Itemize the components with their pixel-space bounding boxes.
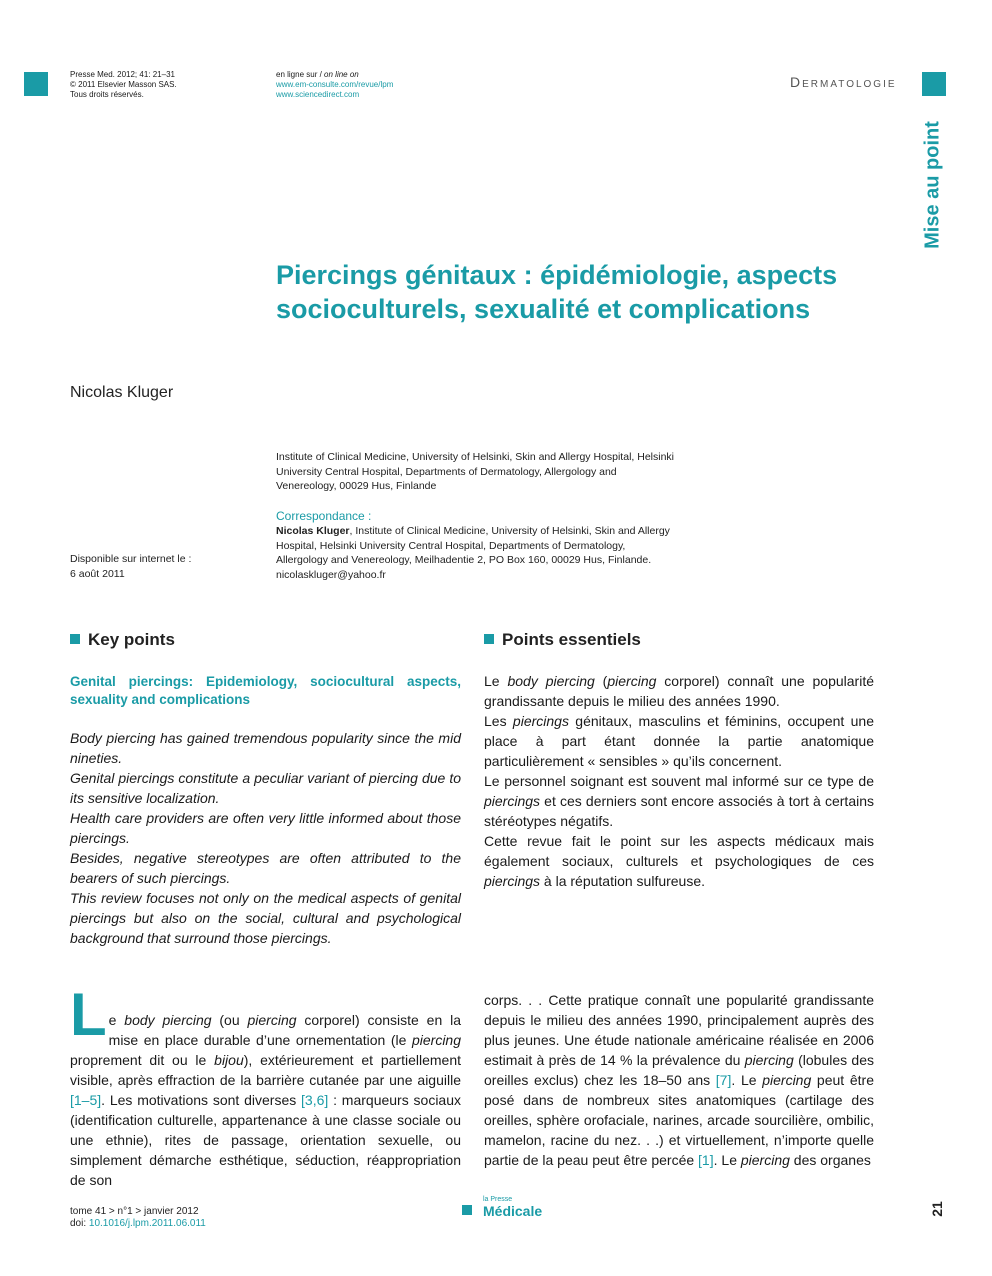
- online-label: en ligne sur / on line on: [276, 70, 359, 79]
- correspondence-address: Nicolas Kluger, Institute of Clinical Medicine, University of Helsinki, Skin and Allergy Hospital, Helsinki University Central Hospital, Departments of Dermatology, Allergology and Venereology, Meilhadentie 2, PO Box 160, 00029 Hus, Finlande. nicolaskluger@yahoo.fr: [276, 524, 716, 582]
- key-points-heading: Key points: [70, 630, 175, 650]
- key-points-text: Body piercing has gained tremendous popularity since the mid nineties. Genital piercings constitute a peculiar variant of piercing due to its sensitive localization. Health care providers are often very little informed about those piercings. Besides, negative stereotypes are often attributed to the bearers of such piercings. This review focuses not only on the medical aspects of genital piercings but also on the social, cultural and psychological background that surround those piercings.: [70, 730, 461, 946]
- footer-issue: tome 41 > n°1 > janvier 2012 doi: 10.1016/j.lpm.2011.06.011: [70, 1206, 206, 1229]
- affiliation: Institute of Clinical Medicine, University of Helsinki, Skin and Allergy Hospital, Helsinki University Central Hospital, Departments of Dermatology, Allergology and Venereology, 00029 Hus, Finlande: [276, 451, 674, 492]
- points-essentiels-text: Le body piercing (piercing corporel) connaît une popularité grandissante depuis le milieu des années 1990. Les piercings génitaux, masculins et féminins, occupent une place à part étant donnée la partie anatomique particulièrement « sensibles » qu’ils concernent. Le personnel soignant est souvent mal informé sur ce type de piercings et ces derniers sont encore associés à tort à certains stéréotypes négatifs. Cette revue fait le point sur les aspects médicaux mais également sociaux, culturels et psychologiques de ces piercings à la réputation sulfureuse.: [484, 673, 875, 889]
- dropcap: L: [70, 981, 107, 1048]
- url-emconsulte[interactable]: www.em-consulte.com/revue/lpm: [276, 80, 394, 89]
- corner-square-left: [24, 72, 48, 96]
- reference-link[interactable]: [7]: [715, 1072, 732, 1088]
- citation-block: [70, 70, 177, 100]
- points-essentiels-heading: Points essentiels: [484, 630, 641, 650]
- corner-square-right: [922, 72, 946, 96]
- author-name: Nicolas Kluger: [70, 384, 174, 401]
- citation-line: Tous droits réservés.: [70, 90, 144, 99]
- online-block: [276, 70, 393, 100]
- reference-link[interactable]: [1]: [698, 1152, 714, 1168]
- journal-logo: la Presse Médicale: [483, 1196, 543, 1219]
- reference-link[interactable]: [1–5]: [70, 1092, 102, 1108]
- body-column-left: L e body piercing (ou piercing corporel) consiste en la mise en place durable d’une ornementation (le piercing proprement dit ou le bijou), extérieurement et partiellement visible, après effraction de la barrière cutanée par une aiguille [1–5]. Les motivations sont diverses [3,6] : marqueurs sociaux (identification culturelle, appartenance à une classe sociale ou une ethnie), rites de passage, orientation sexuelle, ou simplement démarche esthétique, séduction, réappropriation de son: [70, 981, 461, 1188]
- body-column-right: corps. . . Cette pratique connaît une popularité grandissante depuis le milieu des années 1990, principalement auprès des plus jeunes. Une étude nationale américaine réalisée en 2006 estimait à près de 14 % la prévalence du piercing (lobules des oreilles exclus) chez les 18–50 ans [7]. Le piercing peut être posé dans de nombreux sites anatomiques (cartilage des oreilles, sphère orofaciale, narines, arcade sourcilière, ombilic, mamelon, racine du nez. . .) et virtuellement, n’importe quelle partie de la peau peut être percée [1]. Le piercing des organes: [484, 992, 874, 1168]
- side-label: Mise au point: [921, 121, 944, 249]
- url-sciencedirect[interactable]: www.sciencedirect.com: [276, 90, 360, 99]
- page-number: 21: [929, 1201, 945, 1217]
- section-label: Dermatologie: [790, 74, 897, 90]
- reference-link[interactable]: [3,6]: [301, 1092, 329, 1108]
- bullet-square-icon: [484, 634, 494, 644]
- available-online: Disponible sur internet le : 6 août 2011: [70, 553, 192, 580]
- key-points-subtitle: Genital piercings: Epidemiology, sociocultural aspects, sexuality and complications: [70, 674, 461, 707]
- correspondence-email[interactable]: nicolaskluger@yahoo.fr: [276, 568, 386, 581]
- bullet-square-icon: [70, 634, 80, 644]
- citation-line: © 2011 Elsevier Masson SAS.: [70, 80, 177, 89]
- citation-line: Presse Med. 2012; 41: 21–31: [70, 70, 175, 79]
- correspondence-label: Correspondance :: [276, 509, 372, 523]
- doi-link[interactable]: 10.1016/j.lpm.2011.06.011: [88, 1218, 206, 1229]
- article-title: Piercings génitaux : épidémiologie, aspects socioculturels, sexualité et complications: [276, 260, 838, 324]
- logo-square-icon: [462, 1205, 472, 1215]
